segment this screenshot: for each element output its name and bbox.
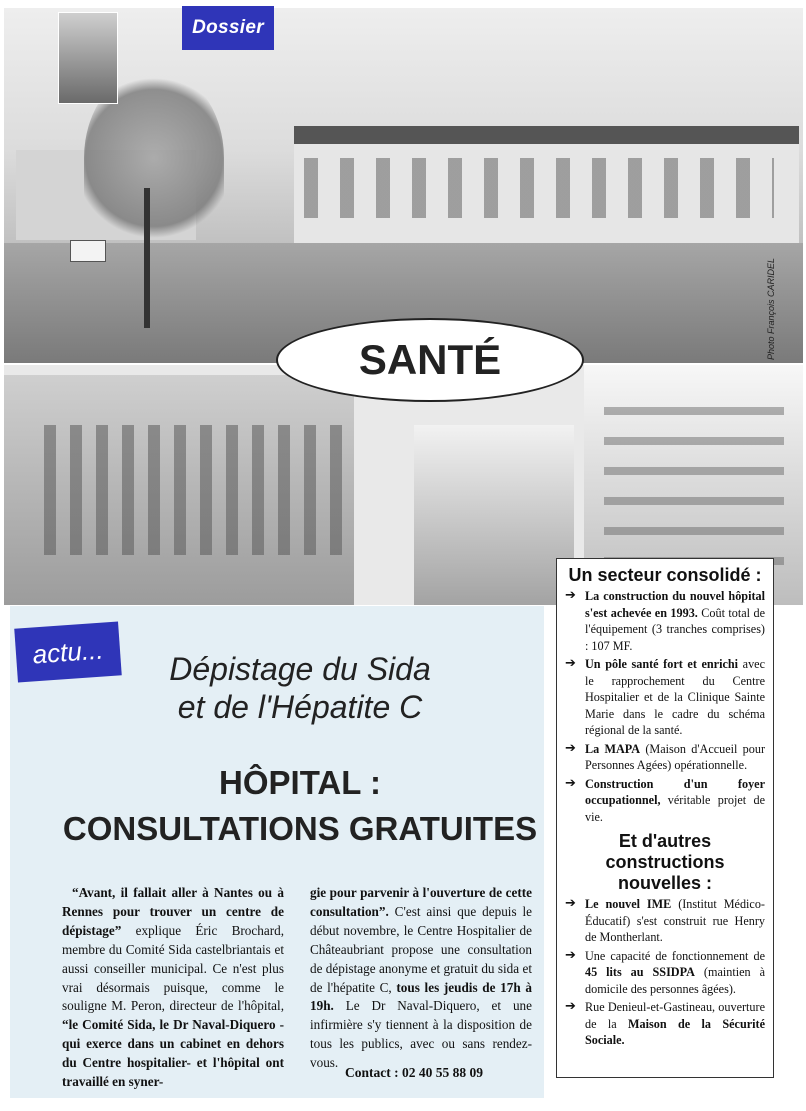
list-item (565, 896, 765, 946)
item-pre: Rue Denieul-et-Gastineau, ouverture de la (585, 1000, 765, 1031)
item-pre: Une capacité de fonctionnement de (585, 948, 765, 963)
arrow-right-icon: ➔ (565, 656, 576, 671)
sidebar-title-2 (565, 831, 765, 894)
list-item (565, 948, 765, 998)
arrow-right-icon: ➔ (565, 947, 576, 963)
thumbnail-photo (58, 12, 118, 104)
building-modern-windows-shape (604, 405, 784, 565)
building-windows-shape (304, 158, 774, 218)
item-text: avec le rapprochement du Centre Hospitalier et de la Clinique Sainte Marie dans le cadre du schéma régional de la santé. (585, 657, 765, 737)
col2-text-2: Le Dr Naval-Diquero, et une infirmière s'y tiennent à la disposition de tous les publics, avec ou sans rendez-vous. (310, 998, 532, 1071)
arrow-right-icon: ➔ (565, 588, 576, 603)
list-item (565, 999, 765, 1049)
col2-text-1: C'est ainsi que depuis le début novembre, le Centre Hospitalier de Châteaubriant propose une consultation de dépistage anonyme et gratuit du sida et de l'hépatite C, (310, 903, 532, 995)
list-item (565, 741, 765, 774)
sidebar-title-1: Un secteur consolidé : (568, 565, 762, 585)
sante-title: SANTÉ (276, 318, 584, 402)
item-bold: 45 lits au SSIDPA (585, 965, 695, 979)
arrow-right-icon: ➔ (565, 775, 576, 791)
article-column-2 (310, 884, 532, 1073)
tree-trunk-shape (144, 188, 150, 328)
item-bold: La MAPA (585, 741, 641, 756)
item-text: véritable projet de vie. (585, 793, 765, 824)
item-text: Coût total de l'équipement (3 tranches comprises) : 107 MF. (585, 605, 765, 653)
list-item (565, 776, 765, 826)
subhead-line-2: CONSULTATIONS GRATUITES (62, 810, 538, 847)
sign-shape (70, 240, 106, 262)
hospital-photo-top (4, 8, 803, 363)
arrow-right-icon: ➔ (565, 740, 576, 756)
actu-tag: actu... (14, 621, 122, 682)
sidebar-title-2-line-1: Et d'autres (618, 831, 712, 851)
quote-bold-1: “Avant, il fallait aller à Nantes ou à Rennes pour trouver un centre de dépistage” (62, 885, 284, 938)
article-subhead (60, 760, 540, 852)
photo-credit: Photo François CARIDEL (766, 257, 776, 360)
building-entrance-shape (414, 425, 574, 605)
subhead-line-1: HÔPITAL : (219, 764, 381, 801)
quote-bold-2: “le Comité Sida, le Dr Naval-Diquero -qui exerce dans un cabinet en dehors du Centre hospitalier- et l'hôpital ont travaillé en syner- (62, 1017, 284, 1090)
item-bold: Un pôle santé fort et enrichi (585, 657, 739, 671)
item-text: (Maison d'Accueil pour Personnes Agées) opérationnelle. (585, 741, 765, 772)
list-item (565, 656, 765, 739)
headline-line-2: et de l'Hépatite C (177, 689, 423, 725)
list-item (565, 588, 765, 654)
building-stone-windows-shape (44, 425, 344, 555)
section-label: Dossier (182, 6, 274, 50)
item-text: (Institut Médico-Éducatif) s'est construit rue Henry de Montherlant. (585, 897, 765, 944)
arrow-right-icon: ➔ (565, 896, 576, 911)
contact-line: Contact : 02 40 55 88 09 (345, 1065, 483, 1080)
info-box (556, 558, 774, 1078)
item-bold: Maison de la Sécurité Sociale. (585, 1016, 765, 1047)
article-headline (110, 650, 490, 726)
item-bold: Le nouvel IME (585, 897, 672, 911)
article-column-1 (62, 884, 284, 1092)
item-bold: La construction du nouvel hôpital s'est achevée en 1993. (585, 589, 765, 620)
col1-text-1: explique Éric Brochard, membre du Comité Sida castelbriantais et aussi conseiller municipal. Ce n'est plus vrai désormais puisque, comme le souligne M. Peron, directeur de l'hôpital, (62, 922, 284, 1014)
quote-bold-3: gie pour parvenir à l'ouverture de cette consultation”. (310, 885, 532, 919)
item-text: (maintien à domicile des personnes âgées). (585, 965, 765, 996)
schedule-bold: tous les jeudis de 17h à 19h. (310, 979, 532, 1014)
arrow-right-icon: ➔ (565, 999, 576, 1014)
sidebar-title-2-line-2: constructions nouvelles : (605, 852, 725, 893)
item-bold: Construction d'un foyer occupationnel, (585, 776, 765, 807)
headline-line-1: Dépistage du Sida (169, 651, 431, 687)
